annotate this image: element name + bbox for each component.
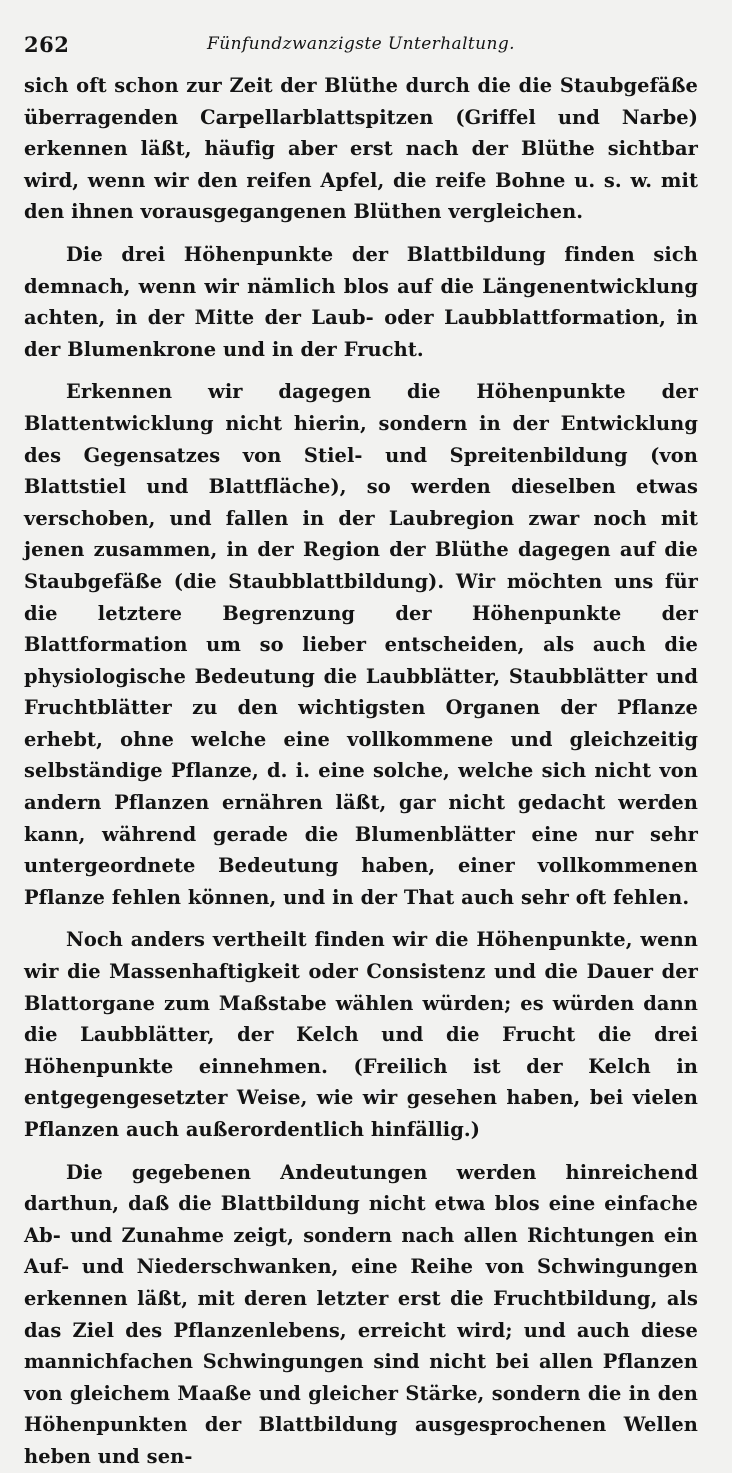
paragraph: Die drei Höhenpunkte der Blattbildung finden sich demnach, wenn wir nämlich blos auf die Längenentwicklung achten, in der Mitte der Laub- oder Laubblattformation, in der Blumenkrone und in der Frucht. (24, 242, 698, 361)
page-number: 262 (24, 32, 70, 57)
paragraph: Noch anders vertheilt finden wir die Höhenpunkte, wenn wir die Massenhaftigkeit oder Consistenz und die Dauer der Blattorgane zum Maßstabe wählen würden; es würden dann die Laubblätter, der Kelch und die Frucht die drei Höhenpunkte einnehmen. (Freilich ist der Kelch in entgegengesetzter Weise, wie wir gesehen haben, bei vielen Pflanzen auch außerordentlich hinfällig.) (24, 928, 698, 1141)
body-text (24, 70, 698, 1473)
paragraph: Erkennen wir dagegen die Höhenpunkte der Blattentwicklung nicht hierin, sondern in der Entwicklung des Gegensatzes von Stiel- und Spreitenbildung (von Blattstiel und Blattfläche), so werden dieselben etwas verschoben, und fallen in der Laubregion zwar noch mit jenen zusammen, in der Region der Blüthe dagegen auf die Staubgefäße (die Staubblattbildung). Wir möchten uns für die letztere Begrenzung der Höhenpunkte der Blattformation um so lieber entscheiden, als auch die physiologische Bedeutung die Laubblätter, Staubblätter und Fruchtblätter zu den wichtigsten Organen der Pflanze erhebt, ohne welche eine vollkommene und gleichzeitig selbständige Pflanze, d. i. eine solche, welche sich nicht von andern Pflanzen ernähren läßt, gar nicht gedacht werden kann, während gerade die Blumenblätter eine nur sehr untergeordnete Bedeutung haben, einer vollkommenen Pflanze fehlen können, und in der That auch sehr oft fehlen. (24, 380, 698, 909)
page-header (24, 32, 698, 60)
running-title: Fünfundzwanzigste Unterhaltung. (207, 34, 515, 54)
paragraph-continuation: sich oft schon zur Zeit der Blüthe durch die die Staubgefäße überragenden Carpellarblattspitzen (Griffel und Narbe) erkennen läßt, häufig aber erst nach der Blüthe sichtbar wird, wenn wir den reifen Apfel, die reife Bohne u. s. w. mit den ihnen vorausgegangenen Blüthen vergleichen. (24, 74, 698, 224)
paragraph: Die gegebenen Andeutungen werden hinreichend darthun, daß die Blattbildung nicht etwa blos eine einfache Ab- und Zunahme zeigt, sondern nach allen Richtungen ein Auf- und Niederschwanken, eine Reihe von Schwingungen erkennen läßt, mit deren letzter erst die Fruchtbildung, als das Ziel des Pflanzenlebens, erreicht wird; und auch diese mannichfachen Schwingungen sind nicht bei allen Pflanzen von gleichem Maaße und gleicher Stärke, sondern die in den Höhenpunkten der Blattbildung ausgesprochenen Wellen heben und sen- (24, 1160, 698, 1468)
